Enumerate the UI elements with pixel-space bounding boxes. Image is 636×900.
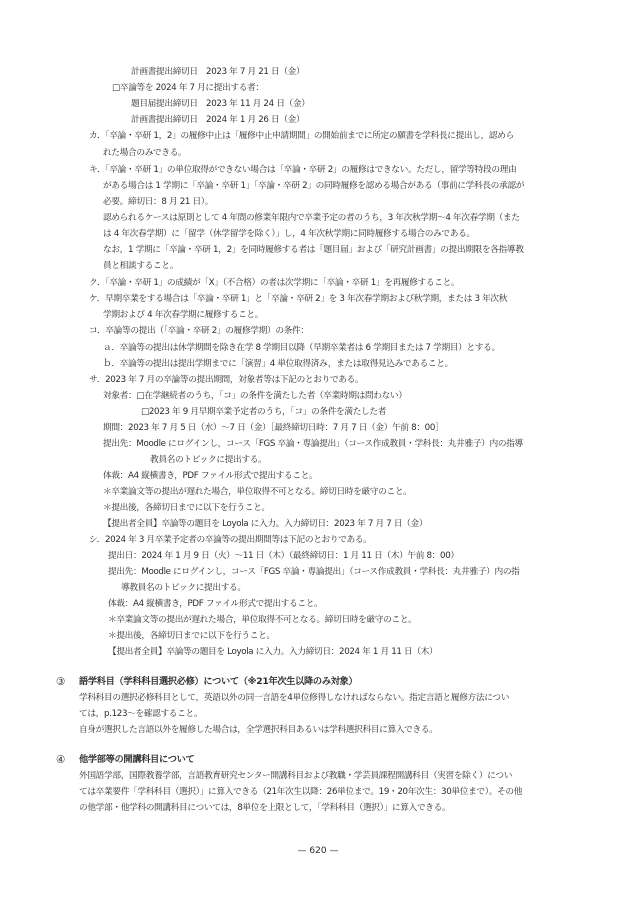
text-line: なお，1 学期に「卒論・卒研 1，2」を同時履修する者は「題目届」および「研究計画書」の提出期限を各指導教 [103,245,524,255]
item-ku: ク．「卒論・卒研 1」の成績が「X」（不合格）の者は次学期に「卒論・卒研 1」を再履修すること。 [89,278,460,288]
item-shi: シ．2024 年 3 月卒業予定者の卒論等の提出期間等は下記のとおりである。 [89,535,372,545]
text-line: 計画書提出締切日 2023 年 7 月 21 日（金） [131,67,305,77]
text-line: 対象者：□在学継続者のうち，「コ」の条件を満たした者（卒業時期は問わない） [103,391,407,401]
item-ki: キ．「卒論・卒研 1」の単位取得ができない場合は「卒論・卒研 2」の履修はできない。ただし，留学等特段の理由 [89,165,517,175]
text-line: 必要。締切日：8 月 21 日）。 [103,197,214,207]
text-line: ＊卒業論文等の提出が遅れた場合，単位取得不可となる。締切日時を厳守のこと。 [108,615,417,625]
text-line: ＊卒業論文等の提出が遅れた場合，単位取得不可となる。締切日時を厳守のこと。 [103,487,412,497]
section-3-body: ては，p.123〜を確認すること。 [79,709,203,719]
section-3-number: ③ [56,676,66,688]
text-line: 提出先：Moodle にログインし，コース「FGS 卒論・専論提出」（コース作成教員・学科長：丸井雅子）内の指導 [103,439,523,449]
text-line: 提出先：Moodle にログインし，コース「FGS 卒論・専論提出」（コース作成教員・学科長：丸井雅子）内の指 [108,567,520,577]
text-line: れた場合のみできる。 [103,148,187,158]
section-4-body: の他学部・他学科の開講科目については，8単位を上限として，「学科科目（選択）」に算入できる。 [79,803,451,813]
section-4-body: ては卒業要件「学科科目（選択）」に算入できる（21年次生以降：26単位まで。19・20年次生：30単位まで）。その他 [79,787,523,797]
text-line: 【提出者全員】卒論等の題目を Loyola に入力。入力締切日：2024 年 1 月 11 日（木） [108,647,438,657]
section-3-heading: 語学科目（学科科目選択必修）について（※21年次生以降のみ対象） [79,676,358,687]
text-line: 体裁：A4 縦横書き，PDF ファイル形式で提出すること。 [103,471,318,481]
item-ka: カ．「卒論・卒研 1，2」の履修中止は「履修中止申請期間」の開始前までに所定の願書を学科長に提出し，認めら [89,131,514,141]
text-line: 【提出者全員】卒論等の題目を Loyola に入力。入力締切日：2023 年 7 月 7 日（金） [103,519,428,529]
text-line: 提出日：2024 年 1 月 9 日（火）〜11 日（木）（最終締切日：1 月 11 日（木）午前 8：00） [108,551,459,561]
text-line: 体裁：A4 縦横書き，PDF ファイル形式で提出すること。 [108,599,323,609]
text-line: □卒論等を 2024 年 7 月に提出する者： [112,83,264,93]
text-line: ａ．卒論等の提出は休学期間を除き在学 8 学期目以降（早期卒業者は 6 学期目または 7 学期目）とする。 [103,343,500,353]
item-ko: コ．卒論等の提出（「卒論・卒研 2」の履修学期）の条件： [89,326,309,336]
text-line: 題目届提出締切日 2023 年 11 月 24 日（金） [131,99,310,109]
item-ke: ケ．早期卒業をする場合は「卒論・卒研 1」と「卒論・卒研 2」を 3 年次春学期および秋学期，または 3 年次秋 [89,294,508,304]
section-4-heading: 他学部等の開講科目について [79,754,195,765]
section-3-body: 自身が選択した言語以外を履修した場合は，全学選択科目あるいは学科選択科目に算入できる。 [79,725,438,735]
text-line: 教員名のトピックに提出する。 [150,455,267,465]
text-line: 認められるケースは原則として 4 年間の修業年限内で卒業予定の者のうち，3 年次秋学期〜4 年次春学期（また [103,213,520,223]
text-line: 期間：2023 年 7 月 5 日（水）〜7 日（金）［最終締切日時：7 月 7 日（金）午前 8：00］ [103,423,444,433]
text-line: 導教員名のトピックに提出する。 [121,583,246,593]
section-4-body: 外国語学部，国際教養学部，言語教育研究センター開講科目および教職・学芸員課程開講科目（実習を除く）につい [79,771,513,781]
text-line: 計画書提出締切日 2024 年 1 月 26 日（金） [131,115,305,125]
text-line: ＊提出後，各締切日までに以下を行うこと。 [108,631,275,641]
text-line: 学期および 4 年次春学期に履修すること。 [103,310,264,320]
section-3-body: 学科科目の選択必修科目として，英語以外の同一言語を4単位修得しなければならない。指定言語と履修方法につい [79,693,510,703]
item-sa: サ．2023 年 7 月の卒論等の提出期間，対象者等は下記のとおりである。 [89,375,364,385]
text-line: ｂ．卒論等の提出は提出学期までに「演習」4 単位取得済み，または取得見込みであること。 [103,359,453,369]
page-number: — 620 — [297,846,339,856]
text-line: ＊提出後，各締切日までに以下を行うこと。 [103,503,270,513]
text-line: は 4 年次春学期）に「留学（休学留学を除く）」し，4 年次秋学期に同時履修する場合のみである。 [103,229,475,239]
text-line: 員と相談すること。 [103,261,179,271]
text-line: がある場合は 1 学期に「卒論・卒研 1」「卒論・卒研 2」の同時履修を認める場合がある（事前に学科長の承認が [103,181,525,191]
text-line: □2023 年 9 月早期卒業予定者のうち，「コ」の条件を満たした者 [141,407,387,417]
section-4-number: ④ [56,754,66,766]
